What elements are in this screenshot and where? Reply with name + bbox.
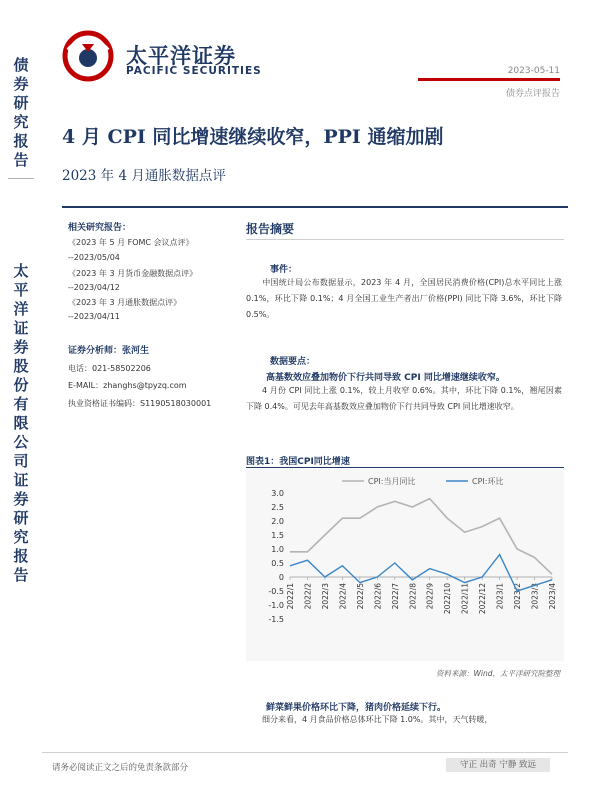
figure-rule bbox=[246, 467, 564, 468]
report-subtitle: 2023 年 4 月通胀数据点评 bbox=[62, 168, 226, 184]
event-text: 中国统计局公布数据显示，2023 年 4 月，全国居民消费价格(CPI)总水平同比上涨 0.1%，环比下降 0.1%；4 月全国工业生产者出厂价格(PPI) 同比下降 3.6%，环比下降 0.5%。 bbox=[246, 278, 562, 319]
report-date: 2023-05-11 bbox=[507, 66, 560, 76]
key-points-heading: 数据要点： bbox=[270, 357, 316, 367]
x-tick-label: 2023/4 bbox=[548, 583, 557, 610]
x-tick-label: 2022/10 bbox=[443, 583, 453, 615]
y-tick-label: 1.0 bbox=[271, 545, 284, 554]
analyst-email[interactable]: E-MAIL：zhanghs@tpyzq.com bbox=[68, 381, 187, 390]
x-tick-label: 2022/3 bbox=[320, 583, 330, 610]
x-tick-label: 2022/1 bbox=[286, 583, 295, 610]
analyst-license: 执业资格证书编码：S1190518030001 bbox=[68, 399, 212, 408]
y-tick-label: 0 bbox=[278, 573, 284, 582]
analyst-phone: 电话：021-58502206 bbox=[68, 364, 151, 373]
y-tick-label: 2.0 bbox=[271, 517, 284, 526]
figure-source: 资料来源：Wind，太平洋研究院整理 bbox=[435, 669, 560, 678]
y-tick-label: -0.5 bbox=[268, 587, 284, 596]
x-tick-label: 2022/12 bbox=[478, 583, 488, 615]
food-point-bold: 鲜菜鲜果价格环比下降，猪肉价格延续下行。 bbox=[266, 703, 447, 713]
key-point-text: 4 月份 CPI 同比上涨 0.1%，较上月收窄 0.6%。其中，环比下降 0.1%，翘尾因素下降 0.4%。可见去年高基数效应叠加物价下行共同导致 CPI 同比增速收窄。 bbox=[246, 386, 562, 411]
header-accent-line bbox=[418, 78, 560, 81]
x-tick-label: 2022/11 bbox=[460, 583, 470, 615]
side-divider bbox=[8, 178, 34, 179]
analyst-heading: 证券分析师：张河生 bbox=[68, 346, 150, 356]
related-report-item[interactable]: 《2023 年 5 月 FOMC 会议点评》 bbox=[68, 238, 194, 247]
cpi-line-chart bbox=[246, 469, 564, 661]
event-heading: 事件： bbox=[270, 265, 298, 275]
related-report-date: --2023/05/04 bbox=[68, 253, 120, 262]
y-tick-label: 0.5 bbox=[271, 559, 284, 568]
related-reports-heading: 相关研究报告： bbox=[68, 223, 132, 233]
x-tick-label: 2023/2 bbox=[513, 583, 523, 610]
food-text: 细分来看，4 月食品价格总体环比下降 1.0%。其中，天气转暖， bbox=[262, 715, 493, 724]
y-tick-label: -1.5 bbox=[268, 615, 284, 624]
figure-title: 图表1：我国CPI同比增速 bbox=[246, 457, 350, 467]
x-tick-label: 2022/4 bbox=[338, 583, 348, 610]
related-report-date: --2023/04/11 bbox=[68, 312, 120, 321]
legend-label: CPI:当月同比 bbox=[368, 477, 416, 486]
footer-divider bbox=[42, 752, 568, 753]
key-point-bold: 高基数效应叠加物价下行共同导致 CPI 同比增速继续收窄。 bbox=[266, 373, 505, 383]
series-line-cpi-yoy bbox=[290, 499, 552, 575]
company-logo-icon bbox=[62, 30, 114, 82]
x-tick-label: 2022/9 bbox=[425, 583, 435, 610]
side-company-label: 太平洋证券股份有限公司证券研究报告 bbox=[13, 262, 29, 584]
y-tick-label: 2.5 bbox=[271, 503, 284, 512]
side-report-category: 债券研究报告 bbox=[13, 56, 29, 169]
event-paragraph bbox=[246, 275, 562, 323]
food-paragraph bbox=[246, 712, 562, 728]
y-tick-label: 1.5 bbox=[271, 531, 284, 540]
y-tick-label: -1.0 bbox=[268, 601, 284, 610]
footer-disclaimer: 请务必阅读正文之后的免责条款部分 bbox=[52, 763, 189, 773]
related-report-item[interactable]: 《2023 年 3 月货币金融数据点评》 bbox=[68, 269, 198, 278]
x-tick-label: 2022/5 bbox=[355, 583, 365, 610]
related-report-date: --2023/04/12 bbox=[68, 283, 120, 292]
footer-motto: 守正 出奇 宁静 致远 bbox=[446, 758, 550, 772]
x-tick-label: 2022/6 bbox=[373, 583, 383, 610]
side-band bbox=[0, 0, 38, 792]
report-type: 债券点评报告 bbox=[505, 89, 560, 99]
y-tick-label: 3.0 bbox=[271, 489, 284, 498]
legend-label: CPI:环比 bbox=[472, 477, 504, 486]
summary-divider bbox=[246, 239, 564, 240]
title-divider bbox=[62, 206, 568, 208]
brand-name-cn: 太平洋证券 bbox=[126, 44, 236, 68]
x-tick-label: 2022/7 bbox=[390, 583, 400, 610]
brand-name-en: PACIFIC SECURITIES bbox=[126, 65, 262, 77]
x-tick-label: 2023/1 bbox=[495, 583, 505, 610]
x-tick-label: 2022/8 bbox=[408, 583, 418, 610]
related-report-item[interactable]: 《2023 年 3 月通胀数据点评》 bbox=[68, 298, 182, 307]
key-point-paragraph bbox=[246, 383, 562, 415]
report-title: 4 月 CPI 同比增速继续收窄，PPI 通缩加剧 bbox=[62, 126, 444, 148]
chart-container bbox=[246, 469, 564, 661]
x-tick-label: 2023/3 bbox=[530, 583, 540, 610]
summary-heading: 报告摘要 bbox=[246, 222, 295, 236]
x-tick-label: 2022/2 bbox=[303, 583, 313, 610]
